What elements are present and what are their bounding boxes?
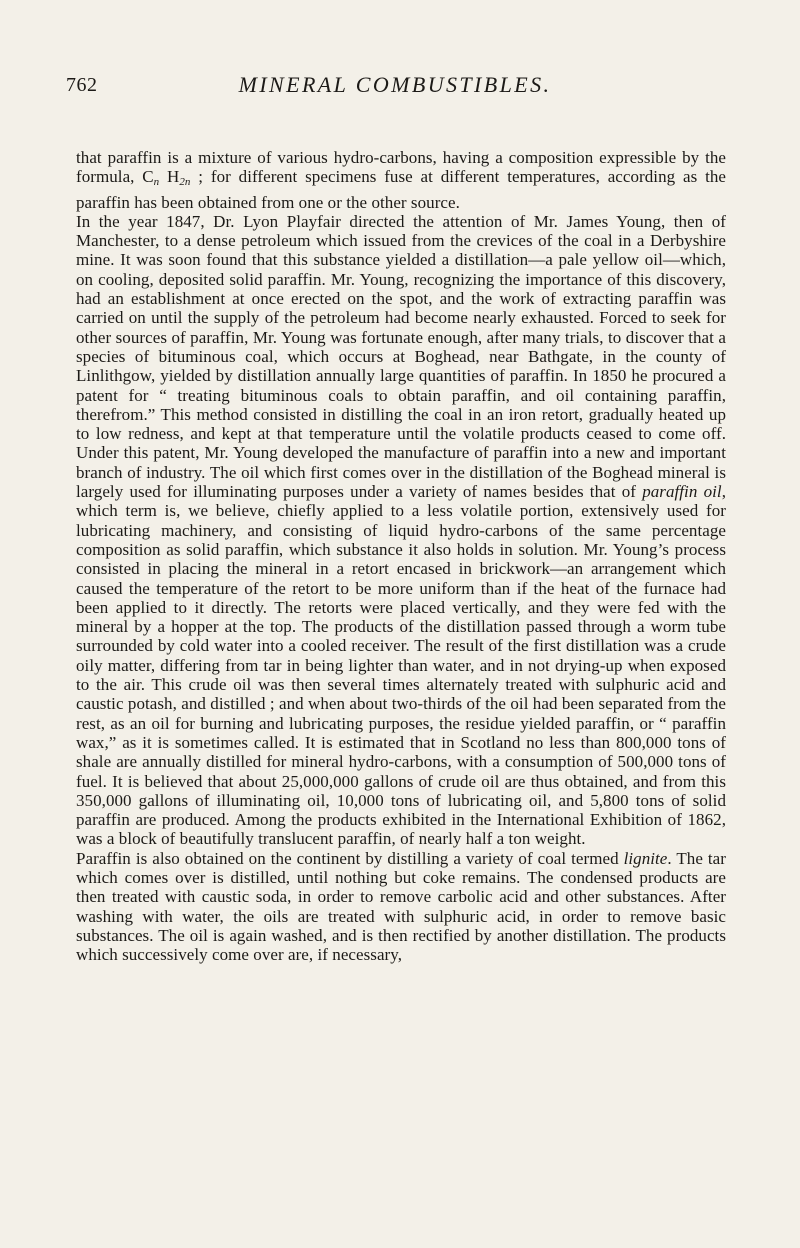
- paragraph: [76, 212, 726, 849]
- text-run: that paraffin is a mixture of various hydro-carbons, having a composition expressible by the formula, C: [76, 148, 726, 187]
- formula-subscript: n: [153, 176, 160, 189]
- formula-subscript: 2n: [179, 176, 191, 189]
- paragraph: [76, 148, 726, 212]
- running-header: [66, 72, 724, 102]
- text-run: , which term is, we believe, chiefly applied to a less volatile portion, extensively used for lubricating machinery, and consisting of liquid hydro-carbons of the same percentage composition as solid paraffin, which substance it also holds in solution. Mr. Young’s process consisted in placing the mineral in a retort encased in brickwork—an arrangement which caused the temperature of the retort to be more uniform than if the heat of the furnace had been applied to it directly. The retorts were placed vertically, and they were fed with the mineral by a hopper at the top. The products of the distillation passed through a worm tube surrounded by cold water into a cooled receiver. The result of the first distillation was a crude oily matter, differing from tar in being lighter than water, and in not drying-up when exposed to the air. This crude oil was then several times alternately treated with sulphuric acid and caustic potash, and distilled ; and when about two-thirds of the oil had been separated from the rest, as an oil for burning and lubricating purposes, the residue yielded paraffin, or “ paraffin wax,” as it is sometimes called. It is estimated that in Scotland no less than 800,000 tons of shale are annually distilled for mineral hydro-carbons, with a consumption of 500,000 tons of fuel. It is believed that about 25,000,000 gallons of crude oil are thus obtained, and from this 350,000 gallons of illuminating oil, 10,000 tons of lubricating oil, and 5,800 tons of solid paraffin are produced. Among the products exhibited in the International Exhibition of 1862, was a block of beautifully translucent paraffin, of nearly half a ton weight.: [76, 482, 726, 849]
- text-run: Paraffin is also obtained on the continent by distilling a variety of coal termed: [76, 848, 624, 868]
- italic-term: lignite: [623, 848, 668, 868]
- paragraph: [76, 849, 726, 965]
- running-title: MINERAL COMBUSTIBLES.: [238, 72, 552, 97]
- text-run: H: [159, 167, 180, 187]
- italic-term: paraffin oil: [642, 482, 722, 502]
- text-run: ; for different specimens fuse at different temperatures, according as the paraffin has been obtained from one or the other source.: [76, 167, 726, 212]
- body-text: [76, 148, 726, 964]
- text-run: In the year 1847, Dr. Lyon Playfair directed the attention of Mr. James Young, then of Manchester, to a dense petroleum which issued from the crevices of the coal in a Derbyshire mine. It was soon found that this substance yielded a distillation—a pale yellow oil—which, on cooling, deposited solid paraffin. Mr. Young, recognizing the importance of this discovery, had an establishment at once erected on the spot, and the work of extracting paraffin was carried on until the supply of the petroleum had become nearly exhausted. Forced to seek for other sources of paraffin, Mr. Young was fortunate enough, after many trials, to discover that a species of bituminous coal, which occurs at Boghead, near Bathgate, in the county of Linlithgow, yielded by distillation annually large quantities of paraffin. In 1850 he procured a patent for “ treating bituminous coals to obtain paraffin, and oil containing paraffin, therefrom.” This method consisted in distilling the coal in an iron retort, gradually heated up to low redness, and kept at that temperature until the volatile products ceased to come off. Under this patent, Mr. Young developed the manufacture of paraffin into a new and important branch of industry. The oil which first comes over in the distillation of the Boghead mineral is largely used for illuminating purposes under a variety of names besides that of: [76, 211, 726, 502]
- page-number: 762: [66, 74, 98, 96]
- text-run: . The tar which comes over is distilled, until nothing but coke remains. The condensed products are then treated with caustic soda, in order to remove carbolic acid and other substances. After washing with water, the oils are treated with sulphuric acid, in order to remove basic substances. The oil is again washed, and is then rectified by another distillation. The products which successively come over are, if necessary,: [76, 848, 726, 965]
